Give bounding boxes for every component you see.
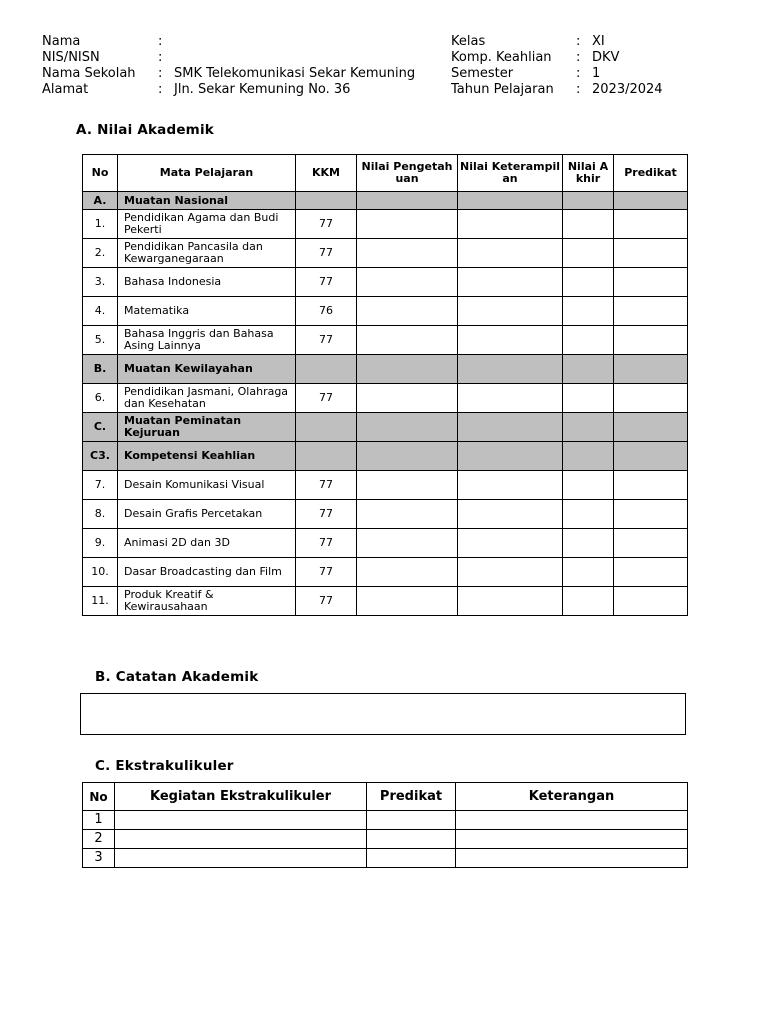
table-row [83, 587, 688, 616]
row-no: 1. [83, 210, 118, 239]
cell-kkm [296, 413, 357, 442]
header-kegiatan: Kegiatan Ekstrakulikuler [115, 783, 367, 811]
cell-akhir [563, 529, 614, 558]
cell-pengetahuan [357, 413, 458, 442]
cell-akhir [563, 558, 614, 587]
row-subject: Pendidikan Pancasila dan Kewarganegaraan [118, 239, 296, 268]
row-subject: Muatan Kewilayahan [118, 355, 296, 384]
cell-keterampilan [458, 268, 563, 297]
header-predikat: Predikat [614, 155, 688, 192]
cell-akhir [563, 442, 614, 471]
row-kkm: 77 [296, 471, 357, 500]
nilai-akademik-table [82, 154, 688, 616]
info-separator: : [576, 66, 581, 81]
table-row [83, 811, 688, 830]
info-label: Alamat [42, 82, 89, 97]
row-no: 2. [83, 239, 118, 268]
row-no: 4. [83, 297, 118, 326]
row-no: 3. [83, 268, 118, 297]
cell-keterangan [456, 849, 688, 868]
cell-predikat [367, 811, 456, 830]
cell-keterampilan [458, 326, 563, 355]
table-row [83, 849, 688, 868]
row-kkm: 77 [296, 587, 357, 616]
cell-pengetahuan [357, 297, 458, 326]
row-subject: Produk Kreatif & Kewirausahaan [118, 587, 296, 616]
cell-keterampilan [458, 587, 563, 616]
cell-predikat [614, 297, 688, 326]
row-kkm: 77 [296, 384, 357, 413]
cell-predikat [614, 355, 688, 384]
header-predikat: Predikat [367, 783, 456, 811]
info-row-tahun-pelajaran [451, 82, 663, 98]
section-b-heading: B. Catatan Akademik [95, 669, 259, 685]
section-a-heading: A. Nilai Akademik [76, 122, 214, 138]
info-separator: : [158, 66, 163, 81]
row-no: 6. [83, 384, 118, 413]
cell-pengetahuan [357, 355, 458, 384]
info-separator: : [576, 50, 581, 65]
info-label: Komp. Keahlian [451, 50, 552, 65]
info-label: Kelas [451, 34, 486, 49]
cell-keterampilan [458, 297, 563, 326]
info-value: 2023/2024 [592, 82, 663, 97]
row-kkm: 77 [296, 558, 357, 587]
cell-akhir [563, 500, 614, 529]
cell-pengetahuan [357, 471, 458, 500]
cell-predikat [614, 239, 688, 268]
header-nilai-akhir: Nilai Akhir [563, 155, 614, 192]
cell-keterampilan [458, 442, 563, 471]
cell-kegiatan [115, 830, 367, 849]
cell-keterampilan [458, 413, 563, 442]
table-row [83, 297, 688, 326]
cell-predikat [614, 326, 688, 355]
header-mata-pelajaran: Mata Pelajaran [118, 155, 296, 192]
ekstrakulikuler-table [82, 782, 688, 868]
cell-kegiatan [115, 811, 367, 830]
cell-keterampilan [458, 500, 563, 529]
section-c-heading: C. Ekstrakulikuler [95, 758, 234, 774]
table-row [83, 500, 688, 529]
cell-predikat [367, 849, 456, 868]
info-separator: : [158, 34, 163, 49]
cell-keterampilan [458, 210, 563, 239]
cell-keterangan [456, 830, 688, 849]
table-row [83, 384, 688, 413]
table-row [83, 326, 688, 355]
cell-keterampilan [458, 355, 563, 384]
table-row [83, 239, 688, 268]
table-row [83, 529, 688, 558]
catatan-akademik-box [80, 693, 686, 735]
row-kkm: 77 [296, 500, 357, 529]
cell-predikat [614, 587, 688, 616]
row-subject: Dasar Broadcasting dan Film [118, 558, 296, 587]
table-row [83, 471, 688, 500]
info-label: Tahun Pelajaran [451, 82, 554, 97]
row-no: 8. [83, 500, 118, 529]
cell-keterampilan [458, 529, 563, 558]
cell-predikat [614, 268, 688, 297]
info-label: Semester [451, 66, 514, 81]
cell-akhir [563, 239, 614, 268]
row-no: 11. [83, 587, 118, 616]
row-subject: Bahasa Inggris dan Bahasa Asing Lainnya [118, 326, 296, 355]
cell-predikat [614, 210, 688, 239]
table-row [83, 210, 688, 239]
row-subject: Kompetensi Keahlian [118, 442, 296, 471]
cell-predikat [614, 500, 688, 529]
cell-keterampilan [458, 192, 563, 210]
row-kkm: 77 [296, 529, 357, 558]
row-no: A. [83, 192, 118, 210]
student-info-right [451, 34, 663, 98]
cell-akhir [563, 355, 614, 384]
cell-pengetahuan [357, 442, 458, 471]
info-value: 1 [592, 66, 601, 81]
info-label: Nama [42, 34, 81, 49]
row-subject: Desain Komunikasi Visual [118, 471, 296, 500]
table-header-row [83, 783, 688, 811]
cell-akhir [563, 192, 614, 210]
cell-pengetahuan [357, 384, 458, 413]
cell-akhir [563, 587, 614, 616]
cell-pengetahuan [357, 210, 458, 239]
cell-akhir [563, 471, 614, 500]
row-no: B. [83, 355, 118, 384]
table-header-row [83, 155, 688, 192]
cell-akhir [563, 384, 614, 413]
row-no: 3 [83, 849, 115, 868]
info-separator: : [576, 82, 581, 97]
cell-pengetahuan [357, 192, 458, 210]
cell-kegiatan [115, 849, 367, 868]
category-row [83, 413, 688, 442]
cell-kkm [296, 355, 357, 384]
cell-pengetahuan [357, 500, 458, 529]
cell-predikat [614, 384, 688, 413]
cell-akhir [563, 268, 614, 297]
category-row [83, 355, 688, 384]
info-label: Nama Sekolah [42, 66, 136, 81]
cell-predikat [367, 830, 456, 849]
category-row [83, 442, 688, 471]
header-no: No [83, 155, 118, 192]
header-nilai-keterampilan: Nilai Keterampilan [458, 155, 563, 192]
row-subject: Pendidikan Agama dan Budi Pekerti [118, 210, 296, 239]
cell-kkm [296, 442, 357, 471]
table-row [83, 558, 688, 587]
row-subject: Pendidikan Jasmani, Olahraga dan Kesehatan [118, 384, 296, 413]
row-no: 7. [83, 471, 118, 500]
header-keterangan: Keterangan [456, 783, 688, 811]
row-subject: Animasi 2D dan 3D [118, 529, 296, 558]
info-value: DKV [592, 50, 620, 65]
cell-keterampilan [458, 239, 563, 268]
info-value: SMK Telekomunikasi Sekar Kemuning [174, 66, 416, 81]
cell-akhir [563, 210, 614, 239]
row-no: 2 [83, 830, 115, 849]
info-label: NIS/NISN [42, 50, 100, 65]
row-no: C3. [83, 442, 118, 471]
row-subject: Desain Grafis Percetakan [118, 500, 296, 529]
cell-pengetahuan [357, 587, 458, 616]
student-info-left [42, 34, 415, 98]
row-subject: Bahasa Indonesia [118, 268, 296, 297]
info-row-alamat [42, 82, 415, 98]
info-row-kelas [451, 34, 663, 50]
cell-akhir [563, 413, 614, 442]
row-subject: Muatan Nasional [118, 192, 296, 210]
info-row-nisn [42, 50, 415, 66]
info-row-nama-sekolah [42, 66, 415, 82]
cell-predikat [614, 471, 688, 500]
info-separator: : [158, 82, 163, 97]
row-no: 10. [83, 558, 118, 587]
info-row-semester [451, 66, 663, 82]
cell-kkm [296, 192, 357, 210]
category-row [83, 192, 688, 210]
cell-predikat [614, 442, 688, 471]
cell-predikat [614, 192, 688, 210]
cell-pengetahuan [357, 529, 458, 558]
row-no: 9. [83, 529, 118, 558]
info-separator: : [576, 34, 581, 49]
row-kkm: 77 [296, 326, 357, 355]
cell-pengetahuan [357, 239, 458, 268]
row-subject: Matematika [118, 297, 296, 326]
cell-predikat [614, 413, 688, 442]
cell-akhir [563, 326, 614, 355]
cell-keterampilan [458, 384, 563, 413]
row-kkm: 77 [296, 268, 357, 297]
header-no: No [83, 783, 115, 811]
table-row [83, 830, 688, 849]
cell-predikat [614, 529, 688, 558]
row-no: 5. [83, 326, 118, 355]
cell-pengetahuan [357, 268, 458, 297]
cell-pengetahuan [357, 558, 458, 587]
row-kkm: 77 [296, 239, 357, 268]
cell-predikat [614, 558, 688, 587]
row-subject: Muatan Peminatan Kejuruan [118, 413, 296, 442]
row-no: 1 [83, 811, 115, 830]
info-value: XI [592, 34, 605, 49]
row-kkm: 76 [296, 297, 357, 326]
cell-keterampilan [458, 471, 563, 500]
row-kkm: 77 [296, 210, 357, 239]
info-separator: : [158, 50, 163, 65]
row-no: C. [83, 413, 118, 442]
info-row-nama [42, 34, 415, 50]
info-row-komp-keahlian [451, 50, 663, 66]
cell-akhir [563, 297, 614, 326]
cell-pengetahuan [357, 326, 458, 355]
header-kkm: KKM [296, 155, 357, 192]
cell-keterampilan [458, 558, 563, 587]
table-row [83, 268, 688, 297]
info-value: Jln. Sekar Kemuning No. 36 [174, 82, 351, 97]
header-nilai-pengetahuan: Nilai Pengetahuan [357, 155, 458, 192]
cell-keterangan [456, 811, 688, 830]
